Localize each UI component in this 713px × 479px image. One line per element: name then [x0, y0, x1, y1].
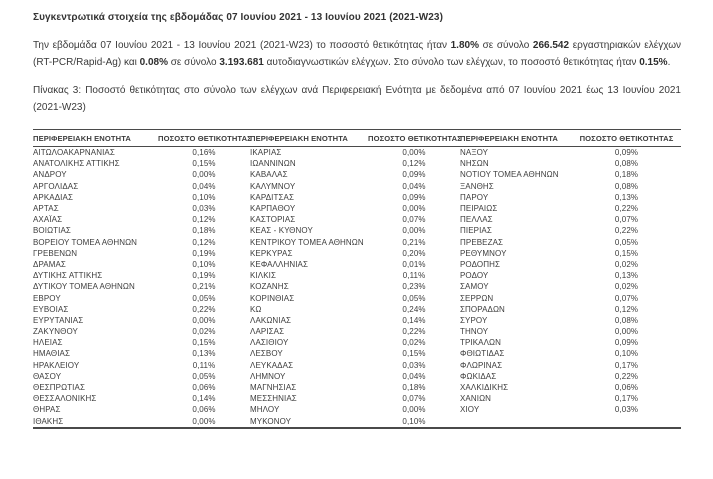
- rate-cell: 0,10%: [402, 416, 426, 426]
- rate-cell: 0,00%: [402, 204, 426, 214]
- positivity-table-body: [33, 147, 681, 427]
- table-row: [33, 169, 681, 180]
- rate-cell: 0,19%: [192, 248, 216, 258]
- region-cell: ΒΟΙΩΤΙΑΣ: [33, 226, 71, 236]
- header-region-3: ΠΕΡΙΦΕΡΕΙΑΚΗ ΕΝΟΤΗΤΑ: [460, 134, 558, 143]
- region-cell: ΦΩΚΙΔΑΣ: [460, 371, 497, 381]
- rate-cell: 0,02%: [614, 259, 639, 269]
- rate-cell: 0,05%: [614, 237, 639, 247]
- region-cell: ΚΩ: [250, 304, 262, 314]
- rate-cell: 0,09%: [614, 338, 639, 348]
- region-cell: ΚΑΡΔΙΤΣΑΣ: [250, 192, 294, 202]
- rate-cell: 0,04%: [402, 371, 426, 381]
- rate-cell: 0,19%: [192, 271, 216, 281]
- rate-cell: 0,02%: [614, 282, 639, 292]
- summary-text: αυτοδιαγνωστικών ελέγχων. Στο σύνολο των ελέγχων, το ποσοστό θετικότητας ήταν: [263, 56, 640, 68]
- rate-cell: 0,18%: [402, 383, 426, 393]
- rate-cell: 0,13%: [614, 271, 639, 281]
- region-cell: ΑΝΑΤΟΛΙΚΗΣ ΑΤΤΙΚΗΣ: [33, 159, 120, 169]
- rate-cell: 0,00%: [192, 315, 216, 325]
- rate-cell: 0,06%: [192, 383, 216, 393]
- region-cell: ΧΑΛΚΙΔΙΚΗΣ: [460, 383, 509, 393]
- rate-cell: 0,22%: [192, 304, 216, 314]
- region-cell: ΠΕΛΛΑΣ: [460, 215, 493, 225]
- region-cell: ΔΥΤΙΚΟΥ ΤΟΜΕΑ ΑΘΗΝΩΝ: [33, 282, 135, 292]
- region-cell: ΘΑΣΟΥ: [33, 371, 62, 381]
- rate-cell: 0,10%: [614, 349, 639, 359]
- region-cell: ΗΛΕΙΑΣ: [33, 338, 63, 348]
- rate-cell: 0,09%: [402, 192, 426, 202]
- table-row: [33, 203, 681, 214]
- table-caption: Πίνακας 3: Ποσοστό θετικότητας στο σύνολο των ελέγχων ανά Περιφερειακή Ενότητα με δεδομένα από 07 Ιουνίου 2021 έως 13 Ιουνίου 2021 (2021-W23): [33, 85, 681, 113]
- region-cell: ΔΡΑΜΑΣ: [33, 259, 66, 269]
- rate-cell: 0,22%: [402, 327, 426, 337]
- rate-cell: 0,12%: [402, 159, 426, 169]
- summary-paragraph: [33, 38, 681, 71]
- region-cell: ΠΕΙΡΑΙΩΣ: [460, 204, 498, 214]
- region-cell: ΛΑΣΙΘΙΟΥ: [250, 338, 289, 348]
- region-cell: ΗΡΑΚΛΕΙΟΥ: [33, 360, 80, 370]
- region-cell: ΜΥΚΟΝΟΥ: [250, 416, 292, 426]
- table-row: [33, 259, 681, 270]
- table-row: [33, 281, 681, 292]
- self-tests-total: 3.193.681: [219, 56, 264, 68]
- rate-cell: 0,01%: [402, 259, 426, 269]
- region-cell: ΚΑΣΤΟΡΙΑΣ: [250, 215, 296, 225]
- table-row: [33, 348, 681, 359]
- region-cell: ΤΡΙΚΑΛΩΝ: [460, 338, 502, 348]
- region-cell: ΚΟΖΑΝΗΣ: [250, 282, 289, 292]
- table-row: [33, 360, 681, 371]
- region-cell: ΛΑΚΩΝΙΑΣ: [250, 315, 292, 325]
- region-cell: ΛΕΥΚΑΔΑΣ: [250, 360, 294, 370]
- summary-text: .: [667, 56, 671, 68]
- rate-cell: 0,14%: [402, 315, 426, 325]
- rate-cell: 0,06%: [614, 383, 639, 393]
- region-cell: ΔΥΤΙΚΗΣ ΑΤΤΙΚΗΣ: [33, 271, 103, 281]
- region-cell: ΚΑΒΑΛΑΣ: [250, 170, 288, 180]
- region-cell: ΡΟΔΟΠΗΣ: [460, 259, 500, 269]
- region-cell: ΚΕΡΚΥΡΑΣ: [250, 248, 293, 258]
- region-cell: ΝΑΞΟΥ: [460, 148, 489, 158]
- region-cell: ΦΘΙΩΤΙΔΑΣ: [460, 349, 505, 359]
- rate-cell: 0,21%: [192, 282, 216, 292]
- rate-cell: 0,03%: [402, 360, 426, 370]
- rate-cell: 0,10%: [192, 192, 216, 202]
- region-cell: ΘΕΣΣΑΛΟΝΙΚΗΣ: [33, 394, 97, 404]
- summary-text: εργαστηριακών ελέγχων (RT-PCR/Rapid-Ag) και: [33, 40, 682, 68]
- header-rate-1: ΠΟΣΟΣΤΟ ΘΕΤΙΚΟΤΗΤΑΣ: [158, 134, 252, 143]
- region-cell: ΣΥΡΟΥ: [460, 315, 488, 325]
- rate-cell: 0,13%: [192, 349, 216, 359]
- region-cell: ΘΗΡΑΣ: [33, 405, 61, 415]
- table-row: [33, 292, 681, 303]
- rate-cell: 0,13%: [614, 192, 639, 202]
- rate-cell: 0,12%: [614, 304, 639, 314]
- region-cell: ΠΙΕΡΙΑΣ: [460, 226, 492, 236]
- table-row: [33, 270, 681, 281]
- rate-cell: 0,07%: [614, 293, 639, 303]
- rate-cell: 0,08%: [614, 315, 639, 325]
- lab-positivity-value: 1.80%: [450, 40, 479, 51]
- rate-cell: 0,00%: [614, 327, 639, 337]
- region-cell: ΖΑΚΥΝΘΟΥ: [33, 327, 78, 337]
- table-row: [33, 326, 681, 337]
- rate-cell: 0,12%: [192, 237, 216, 247]
- table-row: [33, 337, 681, 348]
- region-cell: ΑΙΤΩΛΟΑΚΑΡΝΑΝΙΑΣ: [33, 148, 115, 158]
- rate-cell: 0,09%: [614, 148, 639, 158]
- rate-cell: 0,05%: [402, 293, 426, 303]
- region-cell: ΝΗΣΩΝ: [460, 159, 489, 169]
- region-cell: ΜΑΓΝΗΣΙΑΣ: [250, 383, 297, 393]
- region-cell: ΑΡΓΟΛΙΔΑΣ: [33, 181, 79, 191]
- table-row: [33, 237, 681, 248]
- region-cell: ΚΕΑΣ - ΚΥΘΝΟΥ: [250, 226, 313, 236]
- rate-cell: 0,22%: [614, 371, 639, 381]
- table-row: [33, 181, 681, 192]
- rate-cell: 0,02%: [402, 338, 426, 348]
- rate-cell: 0,22%: [614, 204, 639, 214]
- rate-cell: 0,08%: [614, 159, 639, 169]
- region-cell: ΗΜΑΘΙΑΣ: [33, 349, 71, 359]
- rate-cell: 0,07%: [402, 215, 426, 225]
- region-cell: ΦΛΩΡΙΝΑΣ: [460, 360, 503, 370]
- region-cell: ΠΡΕΒΕΖΑΣ: [460, 237, 504, 247]
- rate-cell: 0,16%: [192, 148, 216, 158]
- region-cell: ΝΟΤΙΟΥ ΤΟΜΕΑ ΑΘΗΝΩΝ: [460, 170, 559, 180]
- region-cell: ΚΑΛΥΜΝΟΥ: [250, 181, 296, 191]
- rate-cell: 0,15%: [192, 159, 216, 169]
- rate-cell: 0,00%: [192, 416, 216, 426]
- header-region-1: ΠΕΡΙΦΕΡΕΙΑΚΗ ΕΝΟΤΗΤΑ: [33, 134, 131, 143]
- table-row: [33, 304, 681, 315]
- lab-tests-total: 266.542: [532, 40, 570, 51]
- rate-cell: 0,07%: [614, 215, 639, 225]
- overall-positivity-value: 0.15%: [639, 56, 668, 68]
- rate-cell: 0,21%: [402, 237, 426, 247]
- region-cell: ΑΡΤΑΣ: [33, 204, 59, 214]
- region-cell: ΛΗΜΝΟΥ: [250, 371, 286, 381]
- rate-cell: 0,24%: [402, 304, 426, 314]
- table-row: [33, 382, 681, 393]
- summary-text: σε σύνολο: [478, 40, 533, 51]
- rate-cell: 0,00%: [402, 148, 426, 158]
- region-cell: ΒΟΡΕΙΟΥ ΤΟΜΕΑ ΑΘΗΝΩΝ: [33, 237, 138, 247]
- region-cell: ΜΗΛΟΥ: [250, 405, 280, 415]
- rate-cell: 0,18%: [614, 170, 639, 180]
- region-cell: ΚΑΡΠΑΘΟΥ: [250, 204, 296, 214]
- rate-cell: 0,04%: [192, 181, 216, 191]
- region-cell: ΡΕΘΥΜΝΟΥ: [460, 248, 507, 258]
- document-content: [33, 0, 681, 429]
- positivity-table: [33, 129, 681, 429]
- region-cell: ΧΙΟΥ: [460, 405, 480, 415]
- self-test-positivity-value: 0.08%: [139, 56, 168, 68]
- rate-cell: 0,15%: [192, 338, 216, 348]
- table-row: [33, 315, 681, 326]
- rate-cell: 0,09%: [402, 170, 426, 180]
- region-cell: ΕΒΡΟΥ: [33, 293, 61, 303]
- header-region-2: ΠΕΡΙΦΕΡΕΙΑΚΗ ΕΝΟΤΗΤΑ: [250, 134, 348, 143]
- region-cell: ΤΗΝΟΥ: [460, 327, 489, 337]
- table-row: [33, 225, 681, 236]
- table-row: [33, 214, 681, 225]
- rate-cell: 0,03%: [192, 204, 216, 214]
- rate-cell: 0,03%: [614, 405, 639, 415]
- region-cell: ΓΡΕΒΕΝΩΝ: [33, 248, 78, 258]
- region-cell: ΘΕΣΠΡΩΤΙΑΣ: [33, 383, 85, 393]
- rate-cell: 0,00%: [402, 226, 426, 236]
- region-cell: ΙΩΑΝΝΙΝΩΝ: [250, 159, 296, 169]
- rate-cell: 0,08%: [614, 181, 639, 191]
- rate-cell: 0,12%: [192, 215, 216, 225]
- table-row: [33, 416, 681, 427]
- region-cell: ΑΧΑΪΑΣ: [33, 215, 63, 225]
- table-row: [33, 248, 681, 259]
- region-cell: ΣΕΡΡΩΝ: [460, 293, 494, 303]
- table-row: [33, 192, 681, 203]
- rate-cell: 0,00%: [192, 170, 216, 180]
- rate-cell: 0,20%: [402, 248, 426, 258]
- region-cell: ΚΕΝΤΡΙΚΟΥ ΤΟΜΕΑ ΑΘΗΝΩΝ: [250, 237, 364, 247]
- table-row: [33, 158, 681, 169]
- region-cell: ΕΥΒΟΙΑΣ: [33, 304, 69, 314]
- region-cell: ΣΠΟΡΑΔΩΝ: [460, 304, 505, 314]
- rate-cell: 0,05%: [192, 293, 216, 303]
- region-cell: ΣΑΜΟΥ: [460, 282, 489, 292]
- rate-cell: 0,15%: [402, 349, 426, 359]
- table-row: [33, 393, 681, 404]
- page-title: Συγκεντρωτικά στοιχεία της εβδομάδας 07 Ιουνίου 2021 - 13 Ιουνίου 2021 (2021-W23): [33, 12, 444, 23]
- region-cell: ΚΟΡΙΝΘΙΑΣ: [250, 293, 295, 303]
- region-cell: ΠΑΡΟΥ: [460, 192, 489, 202]
- region-cell: ΙΚΑΡΙΑΣ: [250, 148, 282, 158]
- rate-cell: 0,02%: [192, 327, 216, 337]
- rate-cell: 0,22%: [614, 226, 639, 236]
- table-row: [33, 371, 681, 382]
- region-cell: ΚΙΛΚΙΣ: [250, 271, 277, 281]
- region-cell: ΕΥΡΥΤΑΝΙΑΣ: [33, 315, 84, 325]
- region-cell: ΞΑΝΘΗΣ: [460, 181, 494, 191]
- rate-cell: 0,15%: [614, 248, 639, 258]
- summary-text: Την εβδομάδα 07 Ιουνίου 2021 - 13 Ιουνίου 2021 (2021-W23) το ποσοστό θετικότητας ήταν: [33, 40, 451, 51]
- region-cell: ΛΑΡΙΣΑΣ: [250, 327, 285, 337]
- rate-cell: 0,18%: [192, 226, 216, 236]
- region-cell: ΛΕΣΒΟΥ: [250, 349, 283, 359]
- rate-cell: 0,00%: [402, 405, 426, 415]
- rate-cell: 0,17%: [614, 360, 639, 370]
- summary-text: σε σύνολο: [167, 56, 220, 68]
- rate-cell: 0,10%: [192, 259, 216, 269]
- rate-cell: 0,11%: [402, 271, 426, 281]
- region-cell: ΙΘΑΚΗΣ: [33, 416, 64, 426]
- region-cell: ΑΡΚΑΔΙΑΣ: [33, 192, 73, 202]
- region-cell: ΡΟΔΟΥ: [460, 271, 489, 281]
- header-rate-2: ΠΟΣΟΣΤΟ ΘΕΤΙΚΟΤΗΤΑΣ: [368, 134, 462, 143]
- rate-cell: 0,07%: [402, 394, 426, 404]
- region-cell: ΚΕΦΑΛΛΗΝΙΑΣ: [250, 259, 309, 269]
- rate-cell: 0,23%: [402, 282, 426, 292]
- rate-cell: 0,05%: [192, 371, 216, 381]
- rate-cell: 0,04%: [402, 181, 426, 191]
- region-cell: ΧΑΝΙΩΝ: [460, 394, 492, 404]
- header-rate-3: ΠΟΣΟΣΤΟ ΘΕΤΙΚΟΤΗΤΑΣ: [579, 134, 674, 143]
- table-row: [33, 147, 681, 158]
- table-row: [33, 404, 681, 415]
- rate-cell: 0,14%: [192, 394, 216, 404]
- rate-cell: 0,17%: [614, 394, 639, 404]
- region-cell: ΑΝΔΡΟΥ: [33, 170, 67, 180]
- table-header-row: [33, 130, 681, 147]
- rate-cell: 0,11%: [192, 360, 216, 370]
- rate-cell: 0,06%: [192, 405, 216, 415]
- region-cell: ΜΕΣΣΗΝΙΑΣ: [250, 394, 297, 404]
